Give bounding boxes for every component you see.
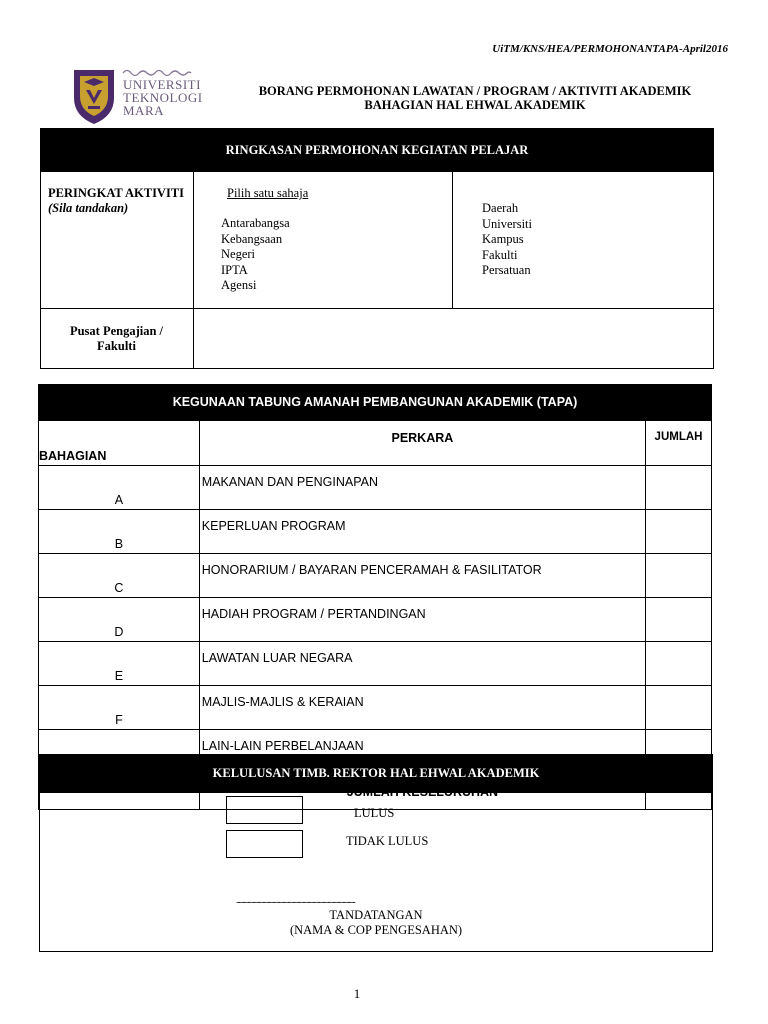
row-amount-field[interactable]: [646, 466, 712, 510]
col-jumlah: JUMLAH: [646, 421, 712, 466]
arabic-script-icon: [121, 67, 193, 76]
signature-line: ...............................................................................................: [236, 895, 355, 905]
col-bahagian: BAHAGIAN: [39, 421, 200, 466]
row-code: D: [39, 598, 200, 642]
row-item: MAKANAN DAN PENGINAPAN: [199, 466, 645, 510]
lulus-checkbox[interactable]: [226, 796, 303, 824]
options-left: [199, 216, 290, 294]
row-code: A: [39, 466, 200, 510]
options-right: [460, 201, 532, 279]
row-item: MAJLIS-MAJLIS & KERAIAN: [199, 686, 645, 730]
table-row: [39, 642, 712, 686]
row-item: LAIN-LAIN PERBELANJAAN: [199, 730, 645, 774]
page-number: 1: [353, 986, 361, 1001]
row-amount-field[interactable]: [646, 598, 712, 642]
table-row: [39, 510, 712, 554]
pusat-input-field[interactable]: [194, 309, 713, 368]
option-daerah[interactable]: Daerah: [482, 201, 519, 215]
option-kebangsaan[interactable]: Kebangsaan: [221, 231, 283, 246]
signature-caption: TANDATANGAN (NAMA & COP PENGESAHAN): [289, 908, 463, 937]
form-subtitle: BAHAGIAN HAL EHWAL AKADEMIK: [364, 98, 586, 112]
choose-hint: Pilih satu sahaja: [227, 186, 309, 200]
option-antarabangsa[interactable]: Antarabangsa: [221, 216, 290, 230]
table-row: [39, 466, 712, 510]
section1-divider-v2: [452, 171, 453, 309]
table-row: [39, 554, 712, 598]
option-kampus[interactable]: Kampus: [482, 232, 524, 246]
row-item: HADIAH PROGRAM / PERTANDINGAN: [199, 598, 645, 642]
peringkat-label: PERINGKAT AKTIVITI: [48, 186, 185, 200]
row-amount-field[interactable]: [646, 554, 712, 598]
logo-line-1: UNIVERSITI: [123, 77, 201, 92]
row-code: F: [39, 686, 200, 730]
col-perkara: PERKARA: [199, 421, 645, 466]
option-fakulti[interactable]: Fakulti: [482, 247, 518, 262]
section1-header: RINGKASAN PERMOHONAN KEGIATAN PELAJAR: [40, 128, 714, 172]
peringkat-hint: (Sila tandakan): [48, 201, 129, 215]
document-code: UiTM/KNS/HEA/PERMOHONANTAPA-April2016: [492, 43, 728, 55]
option-persatuan[interactable]: Persatuan: [482, 263, 531, 277]
option-ipta[interactable]: IPTA: [221, 262, 248, 277]
form-title: BORANG PERMOHONAN LAWATAN / PROGRAM / AKTIVITI AKADEMIK: [258, 84, 692, 98]
table-row: [39, 598, 712, 642]
row-item: HONORARIUM / BAYARAN PENCERAMAH & FASILITATOR: [199, 554, 645, 598]
logo-line-3: MARA: [123, 103, 165, 118]
option-universiti[interactable]: Universiti: [482, 216, 532, 231]
option-agensi[interactable]: Agensi: [221, 278, 257, 292]
pusat-label: Pusat Pengajian / Fakulti: [69, 324, 164, 353]
table-row: [39, 686, 712, 730]
row-code: B: [39, 510, 200, 554]
logo-wordmark: [123, 78, 203, 117]
row-item: LAWATAN LUAR NEGARA: [199, 642, 645, 686]
row-code: E: [39, 642, 200, 686]
row-amount-field[interactable]: [646, 686, 712, 730]
option-negeri[interactable]: Negeri: [221, 247, 256, 261]
section3-header: KELULUSAN TIMB. REKTOR HAL EHWAL AKADEMIK: [39, 754, 713, 793]
row-item: KEPERLUAN PROGRAM: [199, 510, 645, 554]
row-amount-field[interactable]: [646, 510, 712, 554]
row-code: C: [39, 554, 200, 598]
tidak-lulus-checkbox[interactable]: [226, 830, 303, 858]
tidak-lulus-label: TIDAK LULUS: [346, 834, 429, 848]
row-amount-field[interactable]: [646, 642, 712, 686]
tapa-table: [38, 420, 712, 810]
logo-line-2: TEKNOLOGI: [123, 90, 203, 105]
uitm-crest-icon: [70, 68, 118, 126]
table-header-row: [39, 421, 712, 466]
lulus-label: LULUS: [354, 806, 395, 820]
section2-header: KEGUNAAN TABUNG AMANAH PEMBANGUNAN AKADEMIK (TAPA): [38, 384, 712, 421]
